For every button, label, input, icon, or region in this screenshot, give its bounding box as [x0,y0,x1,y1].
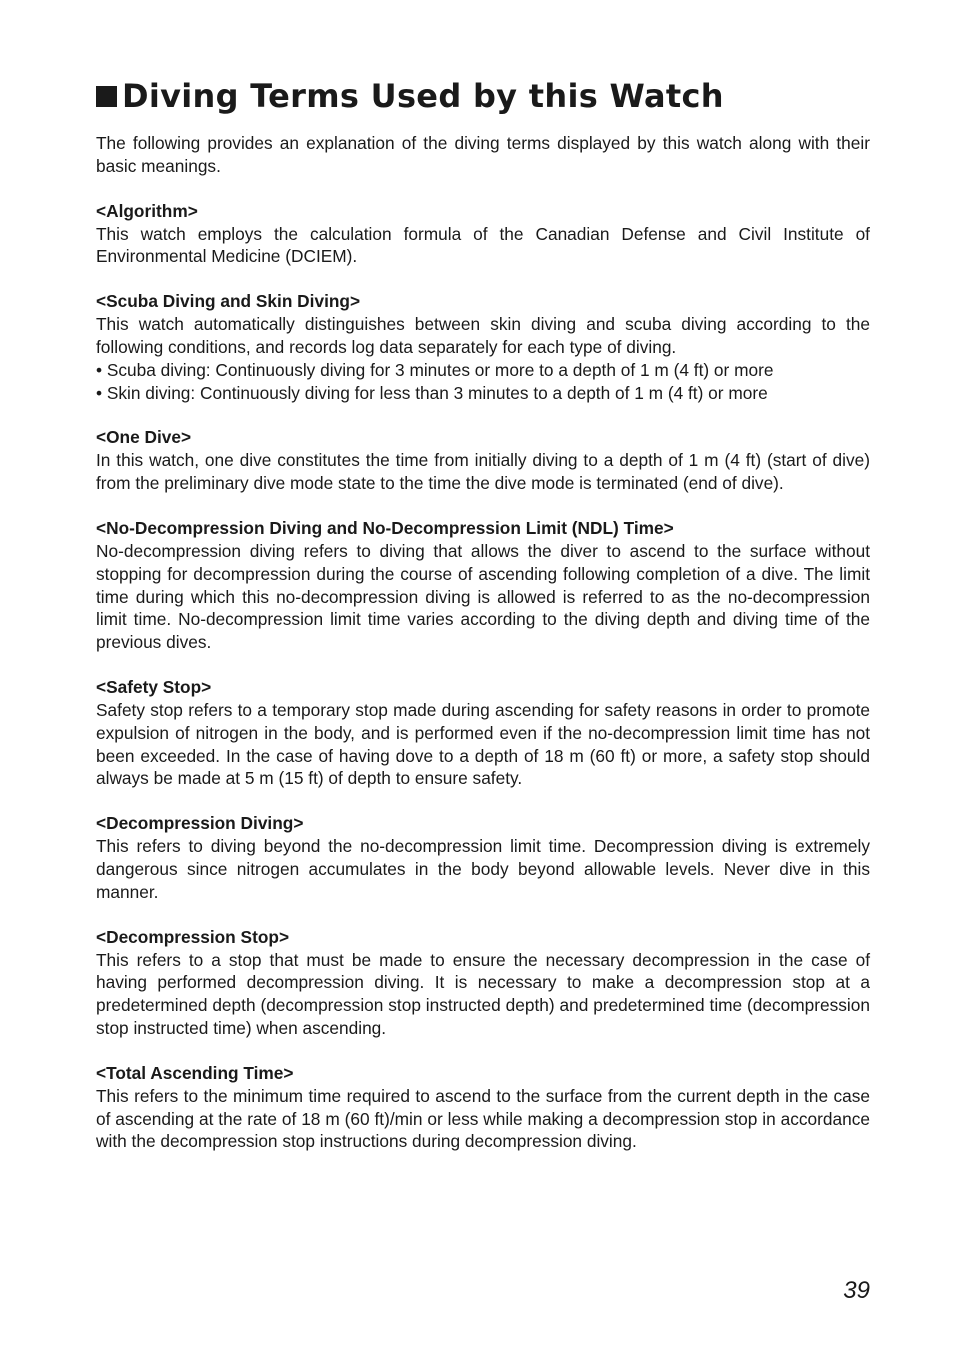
section-no-decompression [96,517,870,654]
section-body: Safety stop refers to a temporary stop made during ascending for safety reasons in order to promote expulsion of nitrogen in the body, and is performed even if the no-decompression limit time has not been exceeded. In the case of having dove to a depth of 18 m (60 ft) or more, a safety stop should always be made at 5 m (15 ft) of depth to ensure safety. [96,699,870,789]
section-heading: <Scuba Diving and Skin Diving> [96,291,361,312]
black-square-icon [96,86,117,107]
bullet-item: • Skin diving: Continuously diving for less than 3 minutes to a depth of 1 m (4 ft) or more [96,382,768,403]
section-heading: <Safety Stop> [96,676,212,697]
section-decompression-diving [96,812,870,903]
page-number: 39 [843,1277,870,1304]
section-body: This watch employs the calculation formula of the Canadian Defense and Civil Institute of Environmental Medicine (DCIEM). [96,223,870,267]
section-scuba-skin-diving [96,290,870,404]
section-body: In this watch, one dive constitutes the time from initially diving to a depth of 1 m (4 ft) (start of dive) from the preliminary dive mode state to the time the dive mode is terminated (end of dive). [96,450,870,494]
intro-paragraph: The following provides an explanation of the diving terms displayed by this watch along with their basic meanings. [96,133,870,176]
section-heading: <Decompression Stop> [96,926,290,947]
bullet-item: • Scuba diving: Continuously diving for 3 minutes or more to a depth of 1 m (4 ft) or more [96,359,774,380]
section-body: This refers to diving beyond the no-decompression limit time. Decompression diving is extremely dangerous since nitrogen accumulates in the body beyond allowable levels. Never dive in this manner. [96,836,870,902]
section-body: No-decompression diving refers to diving that allows the diver to ascend to the surface without stopping for decompression during the course of ascending following completion of a dive. The limit time during which this no-decompression diving is allowed is referred to as the no-decompression limit time. No-decompression limit time varies according to the diving depth and diving time of the previous dives. [96,540,870,653]
section-body: This refers to the minimum time required to ascend to the surface from the current depth in the case of ascending at the rate of 18 m (60 ft)/min or less while making a decompression stop in accordance with the decompression stop instructions during decompression diving. [96,1085,870,1152]
section-heading: <Total Ascending Time> [96,1062,294,1083]
section-decompression-stop [96,926,870,1040]
section-heading: <Decompression Diving> [96,813,304,834]
section-heading: <Algorithm> [96,200,198,221]
section-safety-stop [96,676,870,790]
section-body: This watch automatically distinguishes between skin diving and scuba diving according to the following conditions, and records log data separately for each type of diving. [96,314,870,357]
section-body: This refers to a stop that must be made to ensure the necessary decompression in the case of having performed decompression diving. It is necessary to make a decompression stop at a predetermined depth (decompression stop instructed depth) and predetermined time (decompression stop instructed time) when ascending. [96,949,870,1038]
section-one-dive [96,426,870,495]
page-content [96,74,870,1153]
section-total-ascending-time [96,1062,870,1153]
section-heading: <One Dive> [96,427,192,448]
page-title [96,74,870,118]
section-algorithm [96,200,870,269]
section-heading: <No-Decompression Diving and No-Decompression Limit (NDL) Time> [96,517,674,538]
page-title-text: Diving Terms Used by this Watch [122,77,724,115]
